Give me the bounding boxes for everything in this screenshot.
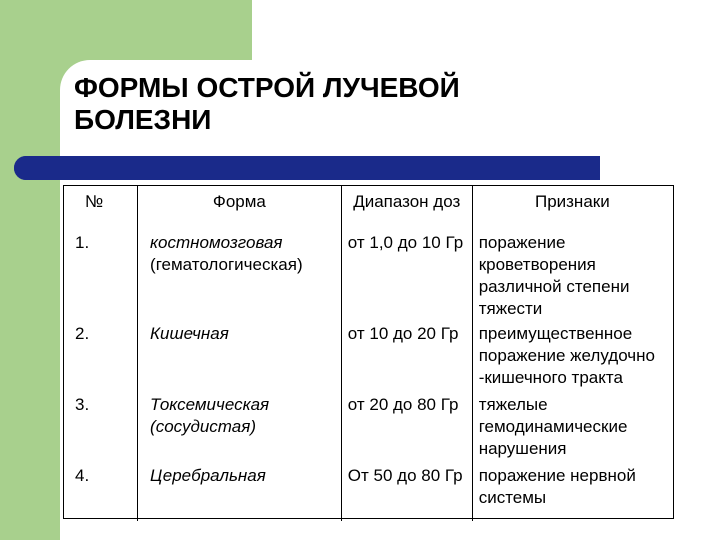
table-row	[63, 391, 672, 462]
form-line: Церебральная	[150, 466, 266, 485]
header-signs: Признаки	[534, 192, 610, 211]
radiation-sickness-table	[63, 185, 672, 521]
header-form: Форма	[138, 185, 342, 229]
signs-line: кроветворения	[478, 255, 596, 274]
table-row	[63, 462, 672, 521]
form-line: костномозговая	[150, 233, 283, 252]
form-line: (гематологическая)	[150, 255, 303, 274]
row-form	[138, 462, 342, 521]
row-form	[138, 391, 342, 462]
row-number: 1.	[63, 229, 138, 320]
slide-title	[74, 72, 614, 136]
title-line-2: БОЛЕЗНИ	[74, 104, 212, 135]
row-signs	[472, 391, 672, 462]
row-dose: от 20 до 80 Гр	[341, 391, 472, 462]
table-header-row	[63, 185, 672, 229]
form-line: (сосудистая)	[150, 417, 256, 436]
title-line-1: ФОРМЫ ОСТРОЙ ЛУЧЕВОЙ	[74, 72, 460, 103]
row-signs	[472, 320, 672, 391]
row-signs	[472, 462, 672, 521]
signs-line: системы	[478, 488, 547, 507]
signs-line: гемодинамические	[478, 417, 628, 436]
header-dose: Диапазон доз	[341, 185, 472, 229]
signs-line: поражение	[478, 233, 566, 252]
signs-line: поражение нервной	[478, 466, 636, 485]
row-dose: от 10 до 20 Гр	[341, 320, 472, 391]
header-number: №	[63, 185, 138, 229]
table-row	[63, 320, 672, 391]
row-number: 4.	[63, 462, 138, 521]
row-number: 2.	[63, 320, 138, 391]
row-form	[138, 229, 342, 320]
signs-line: нарушения	[478, 439, 567, 458]
table-row	[63, 229, 672, 320]
form-line: Кишечная	[150, 324, 229, 343]
row-form	[138, 320, 342, 391]
signs-line: тяжелые	[478, 395, 548, 414]
signs-line: -кишечного тракта	[478, 368, 623, 387]
row-number: 3.	[63, 391, 138, 462]
row-dose: От 50 до 80 Гр	[341, 462, 472, 521]
bar-end-dot	[14, 156, 38, 180]
signs-line: преимущественное	[478, 324, 633, 343]
row-dose: от 1,0 до 10 Гр	[341, 229, 472, 320]
signs-line: различной степени	[478, 277, 630, 296]
signs-line: тяжести	[478, 299, 543, 318]
signs-line: поражение желудочно	[478, 346, 655, 365]
title-underline-bar	[14, 156, 600, 180]
row-signs	[472, 229, 672, 320]
form-line: Токсемическая	[150, 395, 270, 414]
